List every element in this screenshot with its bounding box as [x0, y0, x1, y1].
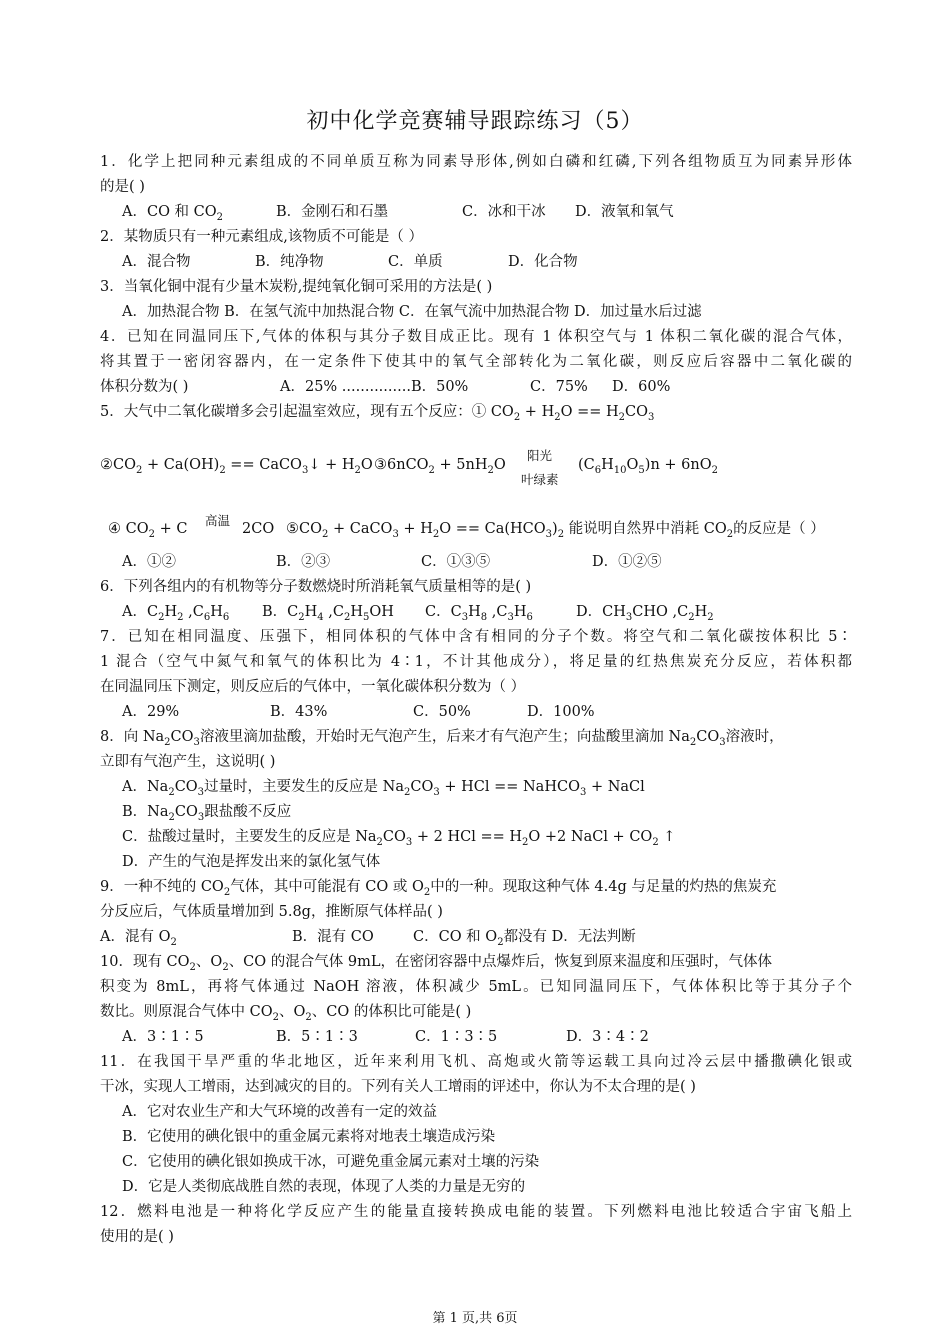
q3-options[interactable]: A．加热混合物 B．在氢气流中加热混合物 C．在氧气流中加热混合物 D．加过量水后过滤 [122, 304, 702, 320]
q12-stem-line1: 12．燃料电池是一种将化学反应产生的能量直接转换成电能的装置。下列燃料电池比较适合宇宙飞船上 [100, 1204, 852, 1220]
q5-stem-line1: 5．大气中二氧化碳增多会引起温室效应，现有五个反应：① $CO_2 + H_2O == H_2CO_3$ [100, 404, 655, 423]
q9-option-a[interactable]: A．混有 $O_2$ [100, 929, 177, 948]
q7-option-c[interactable]: C．50% [413, 704, 471, 720]
q5-condition-chlorophyll: 叶绿素 [521, 472, 559, 487]
q5-reaction-4-right: 2CO [242, 521, 275, 537]
q6-option-b[interactable]: B．$C_2H_4$ $,C_2H_5OH$ [262, 604, 394, 623]
q11-stem-line2: 干冰，实现人工增雨，达到减灾的目的。下列有关人工增雨的评述中，你认为不太合理的是( ) [100, 1079, 696, 1095]
q6-option-a[interactable]: A．$C_2H_2$ $,C_6H_6$ [122, 604, 230, 623]
q5-reaction-3-right: $(C_6H_{10}O_5)n + 6nO_2$ [578, 457, 718, 476]
q11-stem-line1: 11．在我国干旱严重的华北地区，近年来利用飞机、高炮或火箭等运载工具向过冷云层中播撒碘化银或 [100, 1054, 852, 1070]
q7-stem-line2: 1 混合（空气中氮气和氧气的体积比为 4∶1，不计其他成分），将足量的红热焦炭充分反应，若体积都 [100, 654, 852, 670]
q7-option-d[interactable]: D．100% [527, 704, 595, 720]
q3-stem: 3．当氧化铜中混有少量木炭粉,提纯氧化铜可采用的方法是( ) [100, 279, 493, 295]
q4-stem-line1: 4．已知在同温同压下,气体的体积与其分子数目成正比。现有 1 体积空气与 1 体积二氧化碳的混合气体， [100, 329, 852, 345]
q2-stem: 2．某物质只有一种元素组成,该物质不可能是（ ） [100, 229, 423, 245]
q7-option-b[interactable]: B．43% [270, 704, 328, 720]
q5-condition-high-temp: 高温 [205, 513, 231, 528]
q4-option-d[interactable]: D．60% [612, 379, 671, 395]
q7-stem-line3: 在同温同压下测定，则反应后的气体中，一氧化碳体积分数为（ ） [100, 679, 526, 695]
q5-reaction-5-and-question: $⑤CO_2$ + CaCO$_3$ + $H_2O == Ca(HCO_3)_2$ 能说明自然界中消耗 $CO_2$的反应是（ ） [286, 521, 825, 540]
q1-option-c[interactable]: C．冰和干冰 [462, 204, 546, 220]
q9-stem-line2: 分反应后，气体质量增加到 5.8g，推断原气体样品( ) [100, 904, 443, 920]
q4-stem-line2: 将其置于一密闭容器内，在一定条件下使其中的氧气全部转化为二氧化碳，则反应后容器中二氧化碳的 [100, 354, 852, 370]
q11-option-d[interactable]: D．它是人类彻底战胜自然的表现，体现了人类的力量是无穷的 [122, 1179, 526, 1195]
q2-option-d[interactable]: D．化合物 [508, 254, 578, 270]
q9-option-c-d[interactable]: C．CO 和 $O_2$都没有 D．无法判断 [413, 929, 636, 948]
q5-option-c[interactable]: C．①③⑤ [421, 554, 491, 570]
q4-stem-line3: 体积分数为( ) [100, 379, 189, 395]
q11-option-b[interactable]: B．它使用的碘化银中的重金属元素将对地表土壤造成污染 [122, 1129, 496, 1145]
q4-option-ab[interactable]: A．25% ...............B．50% [280, 379, 469, 395]
q1-option-b[interactable]: B．金刚石和石墨 [276, 204, 389, 220]
q10-option-c[interactable]: C．1∶3∶5 [415, 1029, 498, 1045]
q1-stem-line1: 1．化学上把同种元素组成的不同单质互称为同素导形体,例如白磷和红磷,下列各组物质互为同素异形体 [100, 154, 852, 170]
q8-stem-line1: 8．向 $Na_2CO_3$溶液里滴加盐酸，开始时无气泡产生，后来才有气泡产生；向盐酸里滴加 $Na_2CO_3$溶液时， [100, 729, 784, 748]
q5-condition-sunlight: 阳光 [527, 448, 553, 463]
q11-option-c[interactable]: C．它使用的碘化银如换成干冰，可避免重金属元素对土壤的污染 [122, 1154, 540, 1170]
q6-stem: 6．下列各组内的有机物等分子数燃烧时所消耗氧气质量相等的是( ) [100, 579, 532, 595]
q1-option-d[interactable]: D．液氧和氧气 [575, 204, 674, 220]
q2-option-c[interactable]: C．单质 [388, 254, 443, 270]
q2-option-b[interactable]: B．纯净物 [255, 254, 324, 270]
q9-stem-line1: 9．一种不纯的 $CO_2$气体，其中可能混有 CO 或 $O_2$中的一种。现取这种气体 4.4g 与足量的灼热的焦炭充 [100, 879, 777, 898]
page-title: 初中化学竞赛辅导跟踪练习（5） [306, 109, 644, 134]
page-footer: 第 1 页,共 6页 [432, 1311, 518, 1326]
q6-option-c[interactable]: C．$C_3H_8$ $,C_3H_6$ [425, 604, 533, 623]
q8-option-c[interactable]: C．盐酸过量时，主要发生的反应是 $Na_2CO_3 + 2$ HCl == $H_2O +2$ NaCl + $CO_2$ ↑ [122, 829, 676, 848]
q5-option-a[interactable]: A．①② [122, 554, 176, 570]
q10-option-d[interactable]: D．3∶4∶2 [566, 1029, 649, 1045]
q5-reaction-4-left: ④ $CO_2 + C$ [108, 521, 188, 540]
q11-option-a[interactable]: A．它对农业生产和大气环境的改善有一定的效益 [122, 1104, 437, 1120]
q4-option-c[interactable]: C．75% [530, 379, 588, 395]
q8-option-d[interactable]: D．产生的气泡是挥发出来的氯化氢气体 [122, 854, 381, 870]
q8-stem-line2: 立即有气泡产生，这说明( ) [100, 754, 276, 770]
q6-option-d[interactable]: D．$CH_3CHO$ $,C_2H_2$ [576, 604, 714, 623]
q1-stem-line2: 的是( ) [100, 179, 145, 195]
q10-stem-line2: 积变为 8mL，再将气体通过 NaOH 溶液，体积减少 5mL。已知同温同压下，气体体积比等于其分子个 [100, 979, 852, 995]
q10-stem-line3: 数比。则原混合气体中 $CO_2$、$O_2$、CO 的体积比可能是( ) [100, 1004, 472, 1023]
q10-option-b[interactable]: B．5∶1∶3 [276, 1029, 358, 1045]
q5-option-d[interactable]: D．①②⑤ [592, 554, 662, 570]
q7-stem-line1: 7．已知在相同温度、压强下，相同体积的气体中含有相同的分子个数。将空气和二氧化碳按体积比 5∶ [100, 629, 852, 645]
q2-option-a[interactable]: A．混合物 [122, 254, 191, 270]
q5-reaction-2: $②CO_2 + Ca(OH)_2$ == CaCO$_3$↓ + $H_2O$ [100, 457, 373, 476]
q10-stem-line1: 10．现有 $CO_2$、$O_2$、CO 的混合气体 9mL，在密闭容器中点爆炸后，恢复到原来温度和压强时，气体体 [100, 954, 772, 973]
q5-reaction-3-left: ③6nCO$_2$ + $5nH_2O$ [374, 457, 506, 476]
q12-stem-line2: 使用的是( ) [100, 1229, 174, 1245]
q5-option-b[interactable]: B．②③ [276, 554, 331, 570]
q8-option-b[interactable]: B．$Na_2CO_3$跟盐酸不反应 [122, 804, 292, 823]
q7-option-a[interactable]: A．29% [122, 704, 180, 720]
q10-option-a[interactable]: A．3∶1∶5 [122, 1029, 204, 1045]
q8-option-a[interactable]: A．$Na_2CO_3$过量时，主要发生的反应是 $Na_2CO_3$ + HCl == NaHCO$_3$ + NaCl [122, 779, 645, 798]
q9-option-b[interactable]: B．混有 CO [292, 929, 374, 945]
q1-option-a[interactable]: A．CO 和 $CO_2$ [122, 204, 224, 223]
